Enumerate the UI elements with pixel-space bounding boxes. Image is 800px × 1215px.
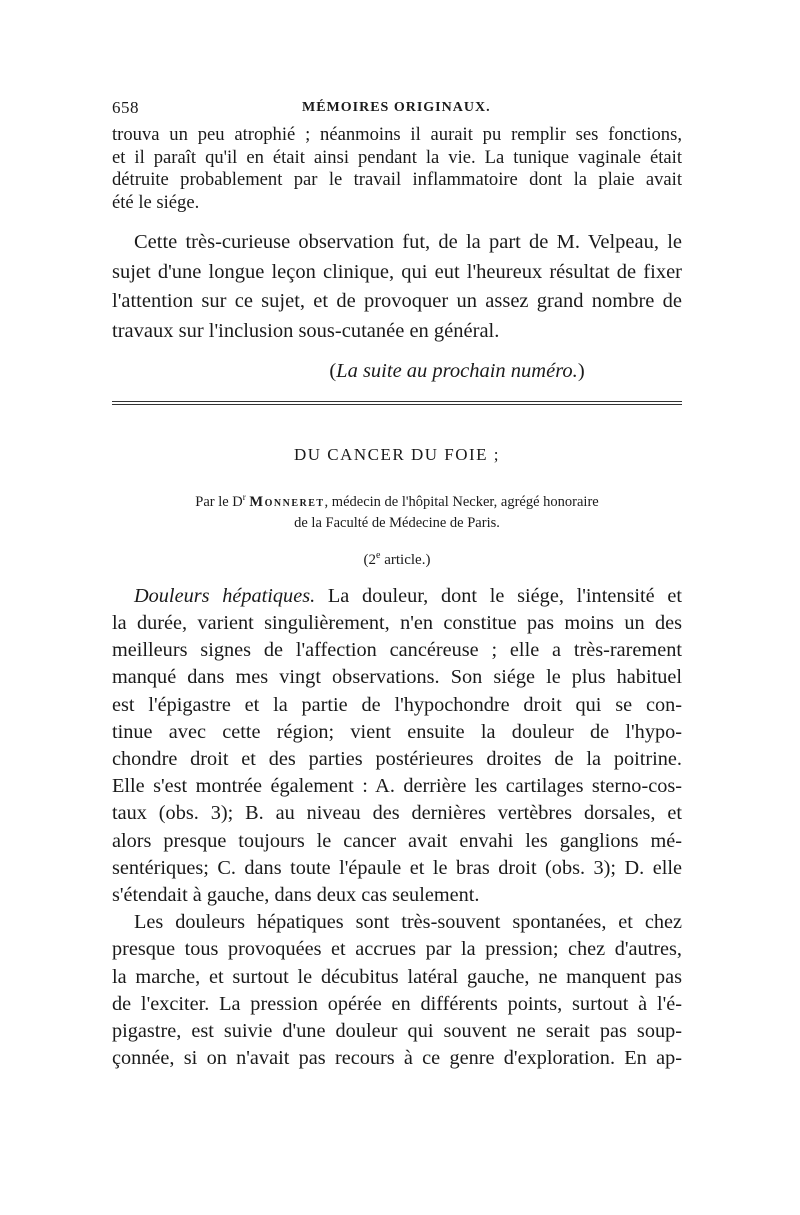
text-line: travaux sur l'inclusion sous-cutanée en général. xyxy=(112,319,500,342)
text-line: la marche, et surtout le décubitus latéral gauche, ne manquent pas xyxy=(112,965,682,988)
byline-sup: r xyxy=(242,492,246,502)
text-line: Douleurs hépatiques. La douleur, dont le siége, l'intensité et xyxy=(134,584,683,607)
byline xyxy=(112,487,682,534)
article-number: (2e article.) xyxy=(363,549,431,568)
text-line: meilleurs signes de l'affection cancéreuse ; elle a très-rarement xyxy=(112,639,682,662)
text-line: est l'épigastre et la partie de l'hypochondre droit qui se con- xyxy=(112,693,682,716)
byline-line2: de la Faculté de Médecine de Paris. xyxy=(294,514,500,531)
section-divider xyxy=(112,401,682,405)
text-line: tinue avec cette région; vient ensuite la douleur de l'hypo- xyxy=(112,720,682,743)
text-line: la durée, varient singulièrement, n'en constitue pas moins un des xyxy=(112,612,682,635)
continuation-note xyxy=(112,360,682,383)
running-title: MÉMOIRES ORIGINAUX. xyxy=(302,100,491,115)
text-line: de l'exciter. La pression opérée en différents points, surtout à l'é- xyxy=(112,992,682,1015)
running-head xyxy=(112,98,682,124)
text-line: et il paraît qu'il en était ainsi pendant la vie. La tunique vaginale était xyxy=(112,146,682,168)
page-number: 658 xyxy=(112,98,139,117)
byline-prefix: Par le D xyxy=(195,493,243,510)
text-line: trouva un peu atrophié ; néanmoins il aurait pu remplir ses fonctions, xyxy=(112,124,682,145)
byline-rest: , médecin de l'hôpital Necker, agrégé honoraire xyxy=(324,493,599,510)
text-line: détruite probablement par le travail inflammatoire dont la plaie avait xyxy=(112,169,682,190)
top-fragment xyxy=(112,124,682,214)
text-line: taux (obs. 3); B. au niveau des dernières vertèbres dorsales, et xyxy=(112,802,682,825)
text-line: Elle s'est montrée également : A. derrière les cartilages sterno-cos- xyxy=(112,775,682,798)
section-heading: Douleurs hépatiques. xyxy=(134,584,316,607)
text-line: s'étendait à gauche, dans deux cas seulement. xyxy=(112,884,480,907)
text-line: sentériques; C. dans toute l'épaule et le bras droit (obs. 3); D. elle xyxy=(112,856,682,879)
text-line: chondre droit et des parties postérieures droites de la poitrine. xyxy=(112,748,682,771)
author-name: Monneret xyxy=(249,493,325,510)
continuation-text: La suite au prochain numéro. xyxy=(336,360,578,382)
paragraph-douleurs xyxy=(112,583,682,909)
text-line: alors presque toujours le cancer avait envahi les ganglions mé- xyxy=(112,829,682,852)
paren-close: ) xyxy=(577,360,585,382)
text-line: pigastre, est suivie d'une douleur qui souvent ne serait pas soup- xyxy=(112,1020,682,1043)
text-line: çonnée, si on n'avait pas recours à ce genre d'exploration. En ap- xyxy=(112,1047,682,1070)
text-line: été le siége. xyxy=(112,191,200,213)
text-line: l'attention sur ce sujet, et de provoquer un assez grand nombre de xyxy=(112,290,682,312)
text-line: presque tous provoquées et accrues par la pression; chez d'autres, xyxy=(112,938,682,961)
text-line: sujet d'une longue leçon clinique, qui eut l'heureux résultat de fixer xyxy=(112,260,682,283)
paragraph-spontanees xyxy=(112,909,682,1072)
text-line: manqué dans mes vingt observations. Son siége le plus habituel xyxy=(112,666,682,689)
article-body xyxy=(112,583,682,1073)
text-line: Les douleurs hépatiques sont très-souvent spontanées, et chez xyxy=(134,911,682,934)
paren-open: ( xyxy=(329,360,337,382)
article-title: DU CANCER DU FOIE ; xyxy=(293,445,501,464)
text-line: Cette très-curieuse observation fut, de la part de M. Velpeau, le xyxy=(134,231,682,253)
closing-paragraph xyxy=(112,228,682,346)
page xyxy=(112,98,682,1072)
